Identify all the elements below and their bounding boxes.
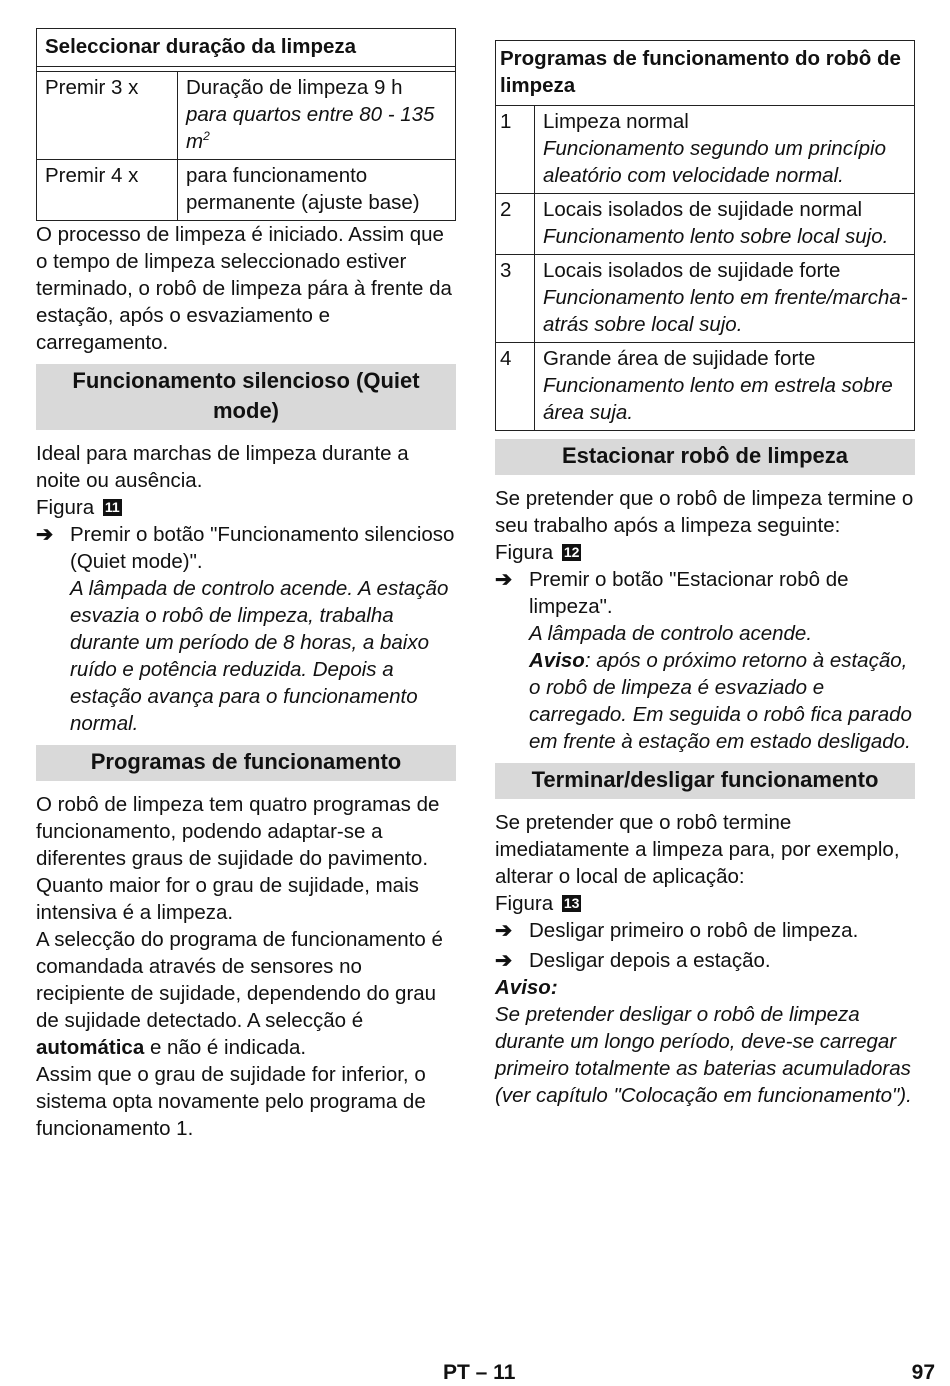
arrow-right-icon: ➔ xyxy=(495,568,513,591)
stop-intro: Se pretender que o robô termine imediatamente a limpeza para, por exemplo, alterar o local de aplicação: xyxy=(495,811,900,888)
figure-ref: Figura 13 xyxy=(495,892,580,915)
start-paragraph: O processo de limpeza é iniciado. Assim que o tempo de limpeza seleccionado estiver terminado, o robô de limpeza pára à frente da estação, após o esvaziamento e carregamento. xyxy=(36,223,452,354)
programs-paragraph-1: O robô de limpeza tem quatro programas de funcionamento, podendo adaptar-se a diferentes graus de sujidade do pavimento. Quanto maior for o grau de sujidade, mais intensiva é a limpeza. xyxy=(36,793,440,924)
park-note: Aviso: após o próximo retorno à estação, o robô de limpeza é esvaziado e carregado. Em seguida o robô fica parado em frente à estação em estado desligado. xyxy=(529,649,912,753)
section-heading-quiet: Funcionamento silencioso (Quiet mode) xyxy=(36,364,456,430)
table-row: 1 Limpeza normal Funcionamento segundo um princípio aleatório com velocidade normal. xyxy=(496,106,915,194)
stop-note-text: Se pretender desligar o robô de limpeza durante um longo período, deve-se carregar primeiro totalmente as baterias acumuladoras (ver capítulo "Colocação em funcionamento"). xyxy=(495,1003,912,1107)
instruction-step: ➔ Desligar primeiro o robô de limpeza. xyxy=(495,919,859,942)
duration-table-header: Seleccionar duração da limpeza xyxy=(37,29,456,67)
figure-number-badge: 12 xyxy=(563,544,580,560)
step-result: A lâmpada de controlo acende. xyxy=(529,622,813,645)
arrow-right-icon: ➔ xyxy=(36,523,54,546)
instruction-step: ➔ Desligar depois a estação. xyxy=(495,949,771,972)
table-row: 2 Locais isolados de sujidade normal Funcionamento lento sobre local sujo. xyxy=(496,194,915,255)
programs-paragraph-3: Assim que o grau de sujidade for inferior, o sistema opta novamente pelo programa de funcionamento 1. xyxy=(36,1063,426,1140)
page-number: 97 xyxy=(911,1361,935,1384)
quiet-intro: Ideal para marchas de limpeza durante a noite ou ausência. xyxy=(36,442,409,492)
arrow-right-icon: ➔ xyxy=(495,919,513,942)
figure-ref: Figura 11 xyxy=(36,496,120,519)
figure-number-badge: 11 xyxy=(104,499,120,515)
footer-language-page: PT – 11 xyxy=(443,1361,516,1384)
table-row: 3 Locais isolados de sujidade forte Funcionamento lento em frente/marcha-atrás sobre local sujo. xyxy=(496,255,915,343)
figure-ref: Figura 12 xyxy=(495,541,580,564)
table-row: Premir 3 x Duração de limpeza 9 h para quartos entre 80 - 135 $m^2$ xyxy=(37,72,456,160)
duration-table xyxy=(36,28,456,221)
arrow-right-icon: ➔ xyxy=(495,949,513,972)
section-heading-park: Estacionar robô de limpeza xyxy=(495,439,915,475)
programs-table-header: Programas de funcionamento do robô de limpeza xyxy=(496,41,915,106)
programs-table xyxy=(495,40,915,431)
stop-note-label: Aviso: xyxy=(495,976,558,999)
park-intro: Se pretender que o robô de limpeza termine o seu trabalho após a limpeza seguinte: xyxy=(495,487,914,537)
left-column xyxy=(36,28,456,1142)
instruction-step: ➔ Premir o botão "Funcionamento silencioso (Quiet mode)". xyxy=(36,523,455,573)
figure-number-badge: 13 xyxy=(563,895,580,911)
section-heading-stop: Terminar/desligar funcionamento xyxy=(495,763,915,799)
instruction-step: ➔ Premir o botão "Estacionar robô de limpeza". xyxy=(495,568,849,618)
table-row: Premir 4 x para funcionamento permanente (ajuste base) xyxy=(37,160,456,221)
section-heading-programs: Programas de funcionamento xyxy=(36,745,456,781)
step-result: A lâmpada de controlo acende. A estação esvazia o robô de limpeza, trabalha durante um período de 8 horas, a baixo ruído e potência reduzida. Depois a estação avança para o funcionamento normal. xyxy=(70,577,449,735)
right-column xyxy=(495,40,915,1109)
programs-paragraph-2: A selecção do programa de funcionamento é comandada através de sensores no recipiente de sujidade, dependendo do grau de sujidade detectado. A selecção é automática e não é indicada. xyxy=(36,928,443,1059)
table-row: 4 Grande área de sujidade forte Funcionamento lento em estrela sobre área suja. xyxy=(496,343,915,431)
